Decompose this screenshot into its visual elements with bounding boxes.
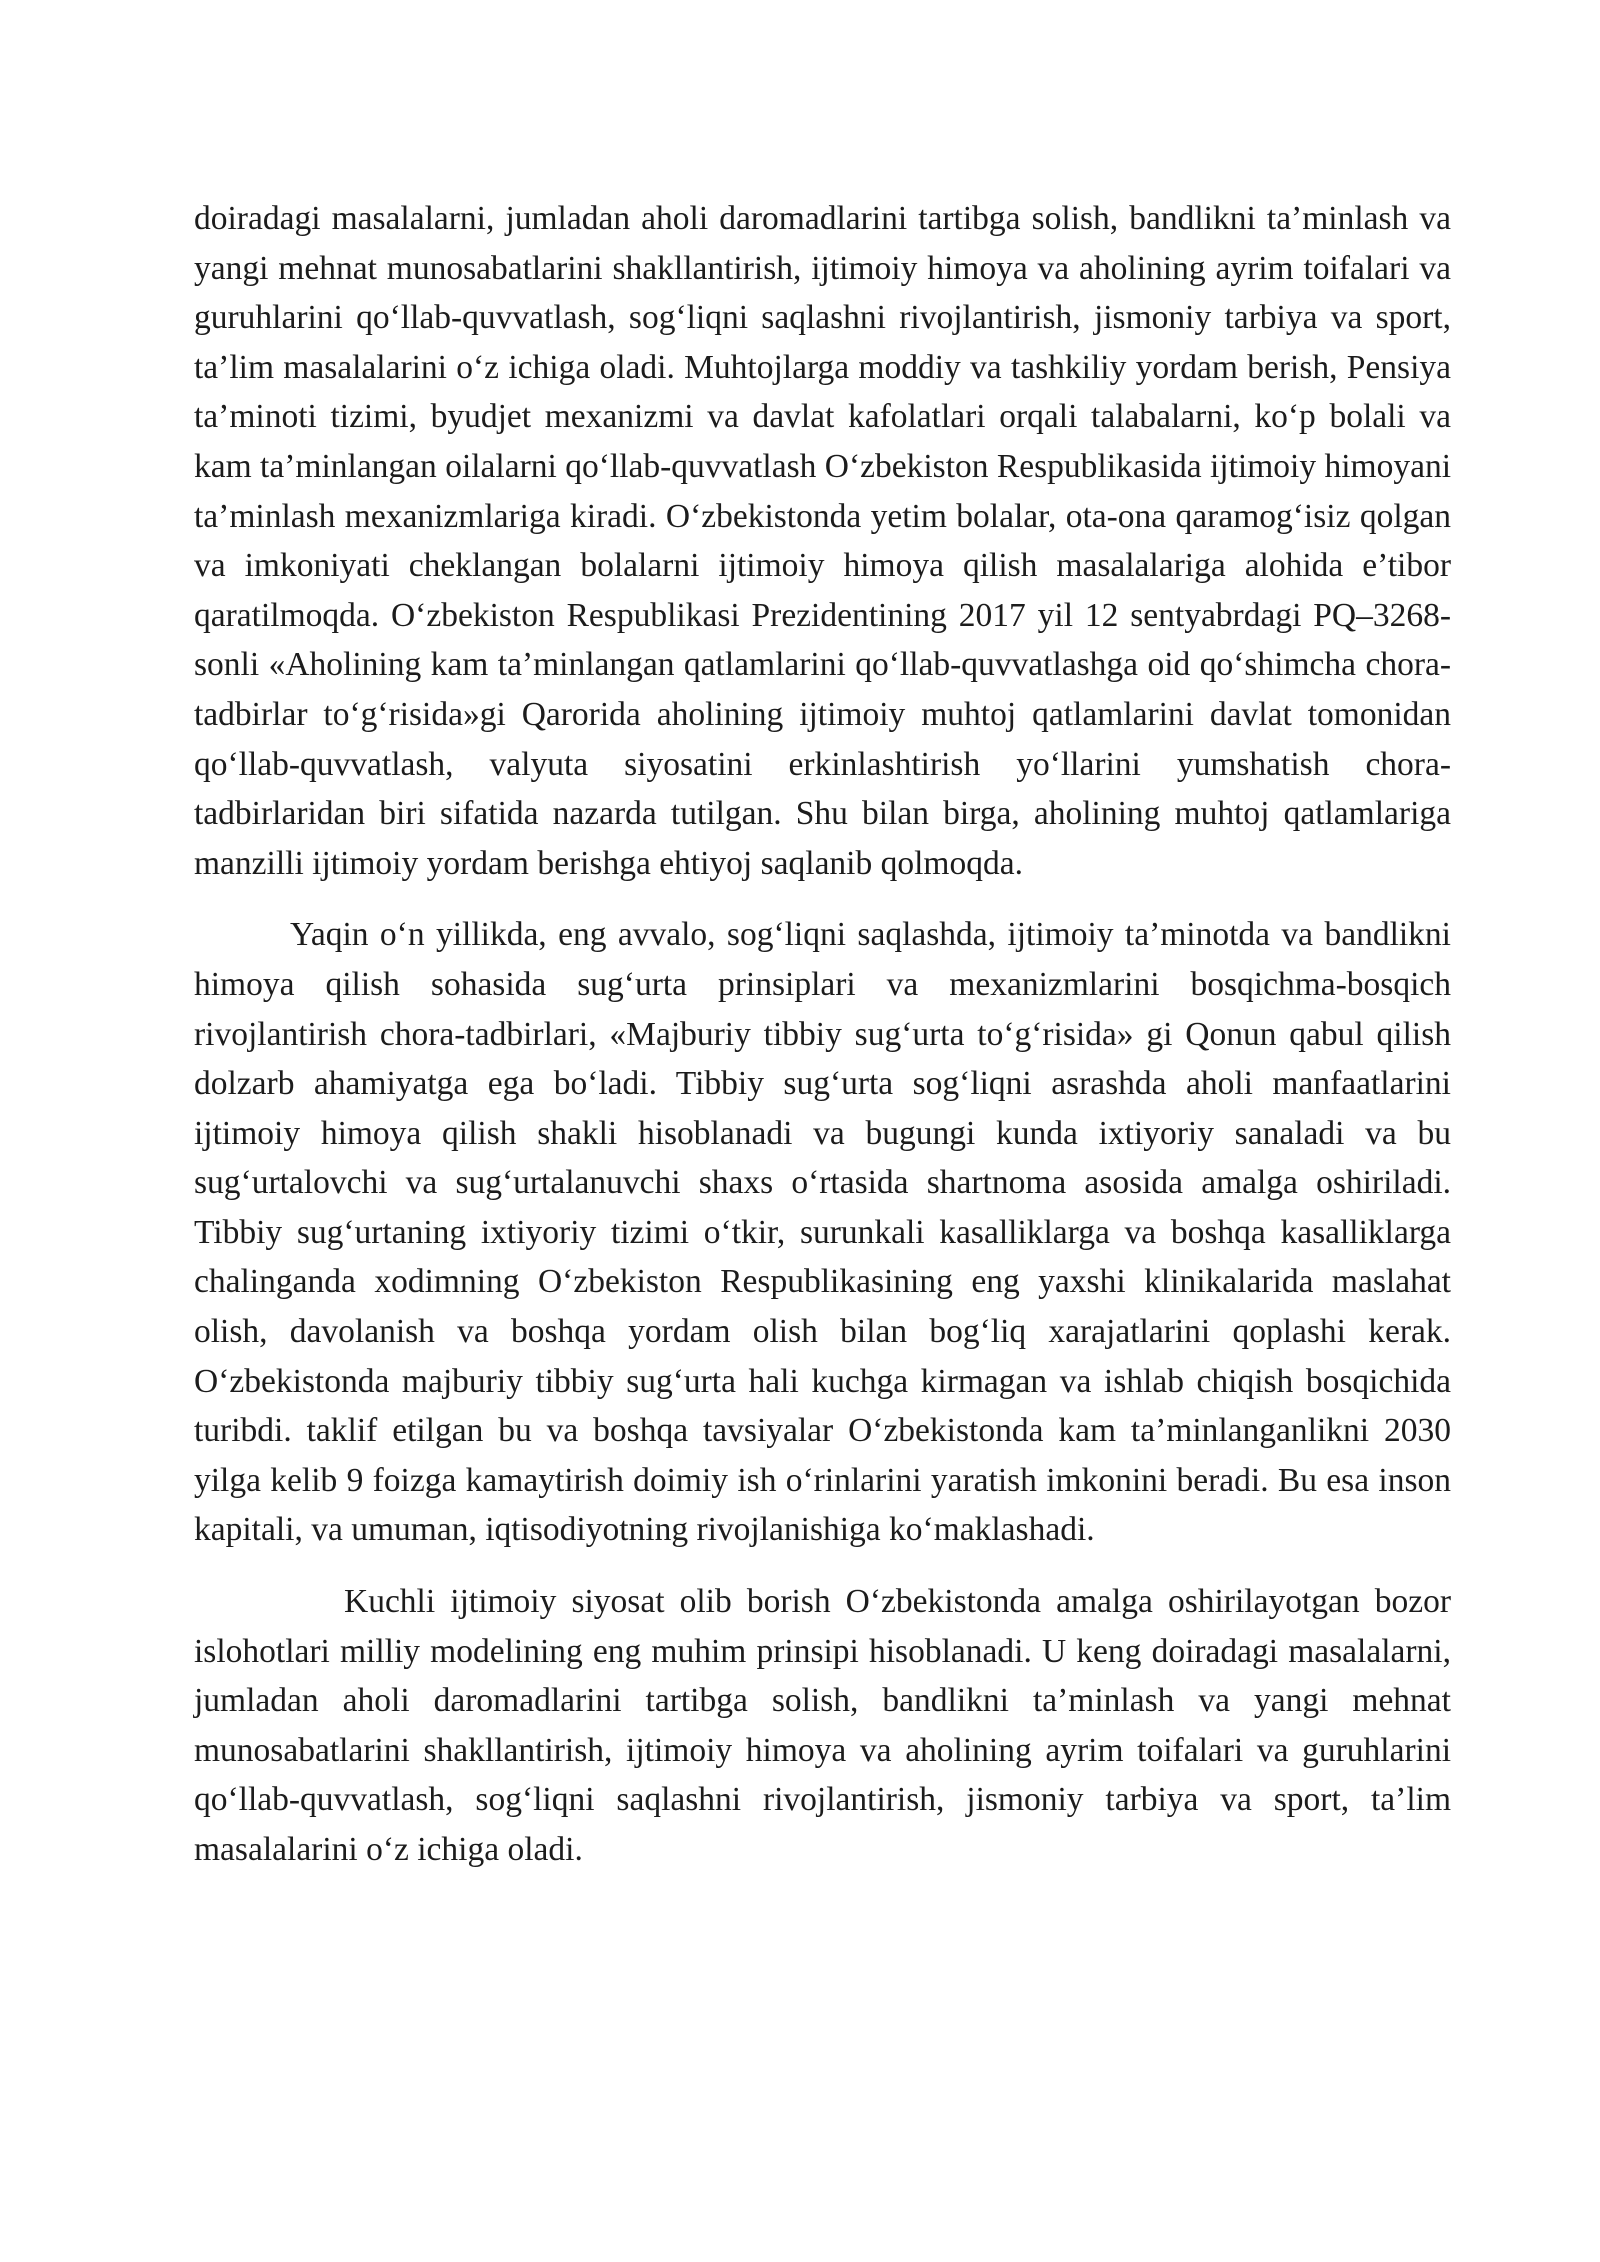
paragraph-1: doiradagi masalalarni, jumladan aholi daromadlarini tartibga solish, bandlikni ta’minlash va yangi mehnat munosabatlarini shakllantirish, ijtimoiy himoya va aholining ayrim toifalari va guruhlarini qo‘llab-quvvatlash, sog‘liqni saqlashni rivojlantirish, jismoniy tarbiya va sport, ta’lim masalalarini o‘z ichiga oladi. Muhtojlarga moddiy va tashkiliy yordam berish, Pensiya ta’minoti tizimi, byudjet mexanizmi va davlat kafolatlari orqali talabalarni, ko‘p bolali va kam ta’minlangan oilalarni qo‘llab-quvvatlash O‘zbekiston Respublikasida ijtimoiy himoyani ta’minlash mexanizmlariga kiradi. O‘zbekistonda yetim bolalar, ota-ona qaramog‘isiz qolgan va imkoniyati cheklangan bolalarni ijtimoiy himoya qilish masalalariga alohida e’tibor qaratilmoqda. O‘zbekiston Respublikasi Prezidentining 2017 yil 12 sentyabrdagi PQ–3268- sonli «Aholining kam ta’minlangan qatlamlarini qo‘llab-quvvatlashga oid qo‘shimcha chora-tadbirlar to‘g‘risida»gi Qarorida aholining ijtimoiy muhtoj qatlamlarini davlat tomonidan qo‘llab-quvvatlash, valyuta siyosatini erkinlashtirish yo‘llarini yumshatish chora-tadbirlaridan biri sifatida nazarda tutilgan. Shu bilan birga, aholining muhtoj qatlamlariga manzilli ijtimoiy yordam berishga ehtiyoj saqlanib qolmoqda.	[194, 200, 1451, 882]
paragraph-2: Yaqin o‘n yillikda, eng avvalo, sog‘liqni saqlashda, ijtimoiy ta’minotda va bandlikni himoya qilish sohasida sug‘urta prinsiplari va mexanizmlarini bosqichma-bosqich rivojlantirish chora-tadbirlari, «Majburiy tibbiy sug‘urta to‘g‘risida» gi Qonun qabul qilish dolzarb ahamiyatga ega bo‘ladi. Tibbiy sug‘urta sog‘liqni asrashda aholi manfaatlarini ijtimoiy himoya qilish shakli hisoblanadi va bugungi kunda ixtiyoriy sanaladi va bu sug‘urtalovchi va sug‘urtalanuvchi shaxs o‘rtasida shartnoma asosida amalga oshiriladi. Tibbiy sug‘urtaning ixtiyoriy tizimi o‘tkir, surunkali kasalliklarga va boshqa kasalliklarga chalinganda xodimning O‘zbekiston Respublikasining eng yaxshi klinikalarida maslahat olish, davolanish va boshqa yordam olish bilan bog‘liq xarajatlarini qoplashi kerak. O‘zbekistonda majburiy tibbiy sug‘urta hali kuchga kirmagan va ishlab chiqish bosqichida turibdi. taklif etilgan bu va boshqa tavsiyalar O‘zbekistonda kam ta’minlanganlikni 2030 yilga kelib 9 foizga kamaytirish doimiy ish o‘rinlarini yaratish imkonini beradi. Bu esa inson kapitali, va umuman, iqtisodiyotning rivojlanishiga ko‘maklashadi.	[194, 916, 1451, 1549]
paragraph-3: Kuchli ijtimoiy siyosat olib borish O‘zbekistonda amalga oshirilayotgan bozor islohotlari milliy modelining eng muhim prinsipi hisoblanadi. U keng doiradagi masalalarni, jumladan aholi daromadlarini tartibga solish, bandlikni ta’minlash va yangi mehnat munosabatlarini shakllantirish, ijtimoiy himoya va aholining ayrim toifalari va guruhlarini qo‘llab-quvvatlash, sog‘liqni saqlashni rivojlantirish, jismoniy tarbiya va sport, ta’lim masalalarini o‘z ichiga oladi.	[194, 1583, 1451, 1868]
document-body	[194, 194, 1451, 1875]
